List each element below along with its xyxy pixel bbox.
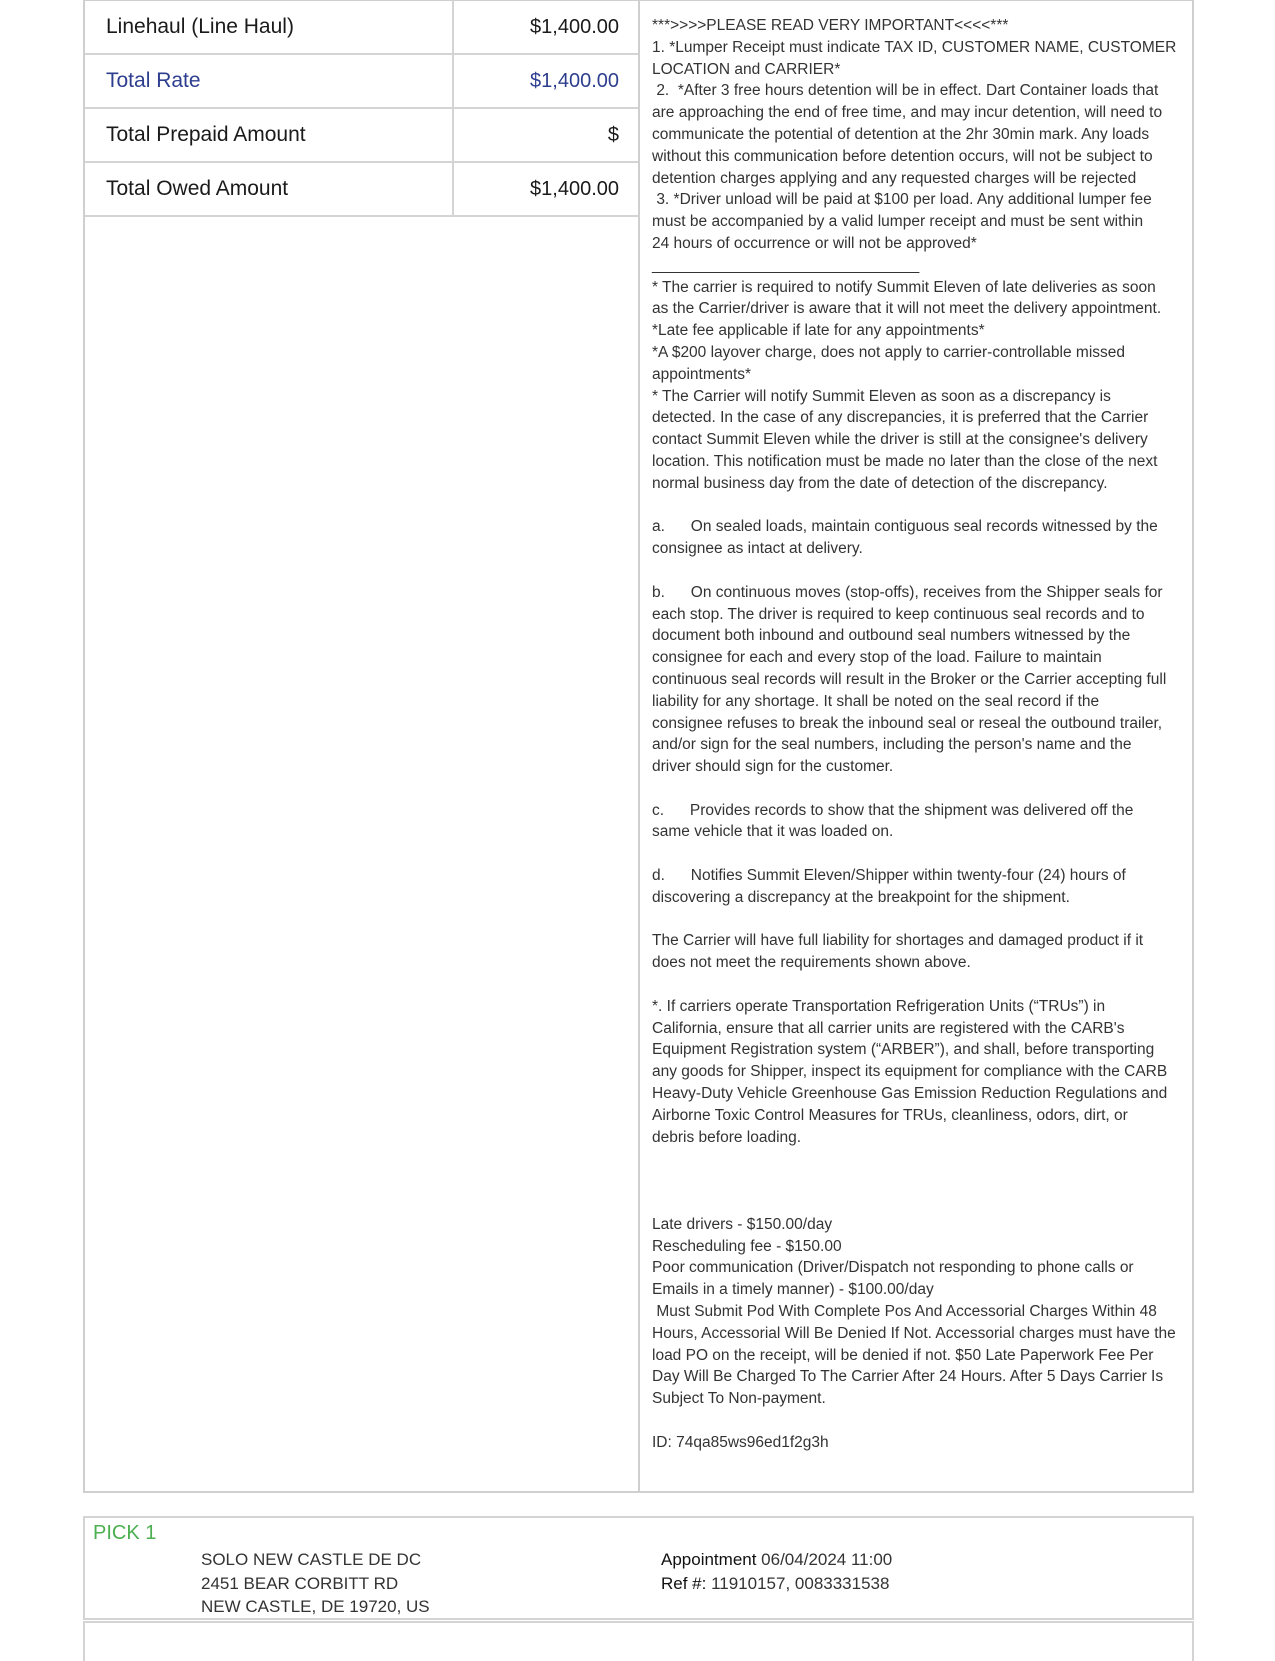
rate-confirmation-panel [83,0,1194,1493]
column-divider [452,163,454,215]
pick-stop-section [83,1516,1194,1620]
appointment-label: Appointment [661,1550,757,1569]
rate-label: Total Rate [106,69,201,92]
rate-label: Linehaul (Line Haul) [106,15,294,38]
terms-panel [640,1,1192,1491]
rate-label: Total Owed Amount [106,177,289,200]
pick-details [661,1548,892,1595]
ref-value: 11910157, 0083331538 [706,1573,890,1593]
rate-label: Total Prepaid Amount [106,123,306,146]
rate-row-linehaul [85,1,638,55]
rate-row-total-rate [85,55,638,109]
pick-title: PICK 1 [93,1522,157,1544]
next-section-border [83,1621,1194,1661]
column-divider [452,109,454,161]
ref-label: Ref #: [661,1573,707,1593]
terms-text: ***>>>>PLEASE READ VERY IMPORTANT<<<<*** 1. *Lumper Receipt must indicate TAX ID, CUSTOMER NAME, CUSTOMER LOCATION and CARRIER* 2. *After 3 free hours detention will be in effect. Dart Container loads that are approaching the end of free time, and may incur detention, will need to communicate the potential of detention at the 2hr 30min mark. Any loads without this communication before detention occurs, will not be subject to detention charges applying and any requested charges will be rejected 3. *Driver unload will be paid at $100 per load. Any additional lumper fee must be accompanied by a valid lumper receipt and must be sent within 24 hours of occurrence or will not be approved* _______________________________ * The carrier is required to notify Summit Eleven of late deliveries as soon as the Carrier/driver is aware that it will not meet the delivery appointment. *Late fee applicable if late for any appointments* *A $200 layover charge, does not apply to carrier-controllable missed appointments* * The Carrier will notify Summit Eleven as soon as a discrepancy is detected. In the case of any discrepancies, it is preferred that the Carrier contact Summit Eleven while the driver is still at the consignee's delivery location. This notification must be made no later than the close of the next normal business day from the date of detection of the discrepancy. a. On sealed loads, maintain contiguous seal records witnessed by the consignee as intact at delivery. b. On continuous moves (stop-offs), receives from the Shipper seals for each stop. The driver is required to keep continuous seal records and to document both inbound and outbound seal numbers witnessed by the consignee for each and every stop of the load. Failure to maintain continuous seal records will result in the Broker or the Carrier accepting full liability for any shortage. It shall be noted on the seal record if the consignee refuses to break the inbound seal or reseal the outbound trailer, and/or sign for the seal numbers, including the person's name and the driver should sign for the customer. c. Provides records to show that the shipment was delivered off the same vehicle that it was loaded on. d. Notifies Summit Eleven/Shipper within twenty-four (24) hours of discovering a discrepancy at the breakpoint for the shipment. The Carrier will have full liability for shortages and damaged product if it does not meet the requirements shown above. *. If carriers operate Transportation Refrigeration Units (“TRUs”) in California, ensure that all carrier units are registered with the CARB's Equipment Registration system (“ARBER”), and shall, before transporting any goods for Shipper, inspect its equipment for compliance with the CARB Heavy-Duty Vehicle Greenhouse Gas Emission Reduction Regulations and Airborne Toxic Control Measures for TRUs, cleanliness, odors, dirt, or debris before loading. Late drivers - $150.00/day Rescheduling fee - $150.00 Poor communication (Driver/Dispatch not responding to phone calls or Emails in a timely manner) - $100.00/day Must Submit Pod With Complete Pos And Accessorial Charges Within 48 Hours, Accessorial Will Be Denied If Not. Accessorial charges must have the load PO on the receipt, will be denied if not. $50 Late Paperwork Fee Per Day Will Be Charged To The Carrier After 24 Hours. After 5 Days Carrier Is Subject To Non-payment. ID: 74qa85ws96ed1f2g3h [652,17,1177,1451]
rate-amount: $1,400.00 [530,70,619,92]
pick-address [201,1548,430,1619]
appointment-line [661,1548,892,1572]
rate-amount: $ [607,124,619,146]
column-divider [452,55,454,107]
rate-table [85,1,640,1491]
rate-amount: $1,400.00 [530,178,619,200]
rate-row-total-owed [85,163,638,217]
ref-line [661,1572,892,1596]
pick-street: 2451 BEAR CORBITT RD [201,1573,399,1593]
pick-location-name: SOLO NEW CASTLE DE DC [201,1550,422,1569]
rate-amount: $1,400.00 [530,16,619,38]
appointment-value: 06/04/2024 11:00 [756,1550,893,1569]
pick-city: NEW CASTLE, DE 19720, US [201,1597,430,1616]
column-divider [452,1,454,53]
rate-row-total-prepaid [85,109,638,163]
